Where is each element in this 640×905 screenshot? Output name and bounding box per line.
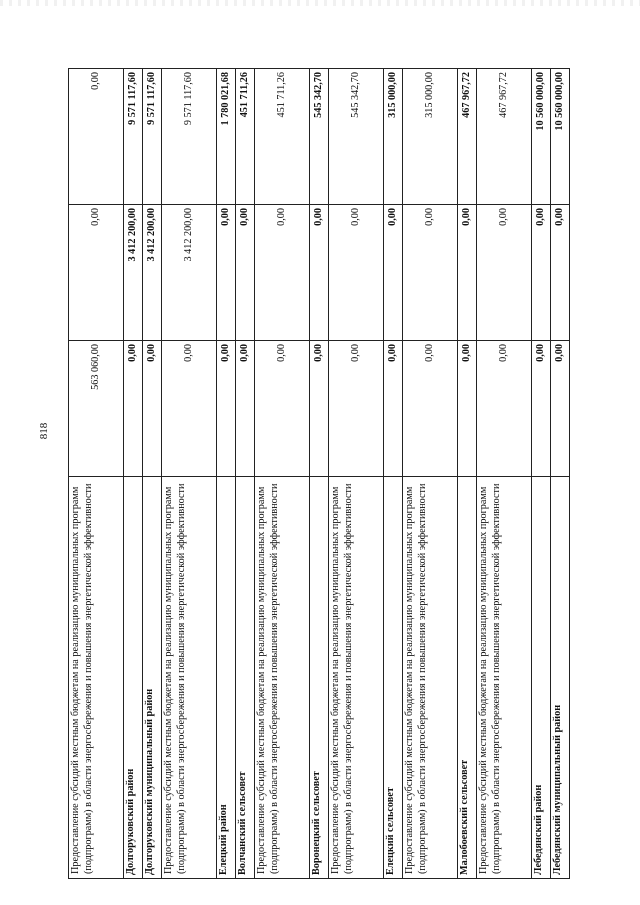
rotated-page-content bbox=[68, 69, 565, 879]
scan-edge-noise bbox=[0, 0, 640, 6]
row-name: Елецкий сельсовет bbox=[384, 477, 403, 879]
row-value-2: 0,00 bbox=[329, 205, 384, 341]
table-row bbox=[236, 69, 255, 879]
row-value-1: 0,00 bbox=[124, 341, 143, 477]
row-value-1: 0,00 bbox=[384, 341, 403, 477]
row-name: Предоставление субсидий местным бюджетам на реализацию муниципальных программ (подпрограмм) в области энергосбережения и повышения энергетической эффективности bbox=[162, 477, 217, 879]
row-value-3: 0,00 bbox=[69, 69, 124, 205]
row-name: Волчанский сельсовет bbox=[236, 477, 255, 879]
row-value-1: 0,00 bbox=[217, 341, 236, 477]
row-value-2: 0,00 bbox=[255, 205, 310, 341]
row-value-2: 0,00 bbox=[384, 205, 403, 341]
row-value-3: 545 342,70 bbox=[329, 69, 384, 205]
row-value-2: 0,00 bbox=[458, 205, 477, 341]
row-value-1: 0,00 bbox=[162, 341, 217, 477]
row-name: Малобоевский сельсовет bbox=[458, 477, 477, 879]
table-row bbox=[217, 69, 236, 879]
row-value-1: 0,00 bbox=[458, 341, 477, 477]
table-row bbox=[143, 69, 162, 879]
row-value-1: 0,00 bbox=[255, 341, 310, 477]
row-value-2: 3 412 200,00 bbox=[124, 205, 143, 341]
row-value-3: 451 711,26 bbox=[255, 69, 310, 205]
table-row bbox=[255, 69, 310, 879]
budget-table-body bbox=[69, 69, 570, 879]
table-row bbox=[403, 69, 458, 879]
row-value-1: 0,00 bbox=[532, 341, 551, 477]
row-name: Предоставление субсидий местным бюджетам на реализацию муниципальных программ (подпрограмм) в области энергосбережения и повышения энергетической эффективности bbox=[329, 477, 384, 879]
table-row bbox=[329, 69, 384, 879]
row-value-3: 467 967,72 bbox=[458, 69, 477, 205]
row-name: Предоставление субсидий местным бюджетам на реализацию муниципальных программ (подпрограмм) в области энергосбережения и повышения энергетической эффективности bbox=[255, 477, 310, 879]
row-value-1: 0,00 bbox=[143, 341, 162, 477]
row-value-2: 0,00 bbox=[551, 205, 570, 341]
table-row bbox=[69, 69, 124, 879]
row-value-2: 0,00 bbox=[217, 205, 236, 341]
row-value-3: 10 560 000,00 bbox=[532, 69, 551, 205]
row-value-2: 0,00 bbox=[532, 205, 551, 341]
row-value-3: 9 571 117,60 bbox=[124, 69, 143, 205]
page-number: 818 bbox=[38, 422, 50, 440]
table-row bbox=[162, 69, 217, 879]
row-name: Предоставление субсидий местным бюджетам на реализацию муниципальных программ (подпрограмм) в области энергосбережения и повышения энергетической эффективности bbox=[403, 477, 458, 879]
row-value-1: 0,00 bbox=[403, 341, 458, 477]
table-row bbox=[458, 69, 477, 879]
row-value-3: 315 000,00 bbox=[384, 69, 403, 205]
row-value-3: 315 000,00 bbox=[403, 69, 458, 205]
table-row bbox=[532, 69, 551, 879]
row-value-1: 0,00 bbox=[310, 341, 329, 477]
row-value-3: 10 560 000,00 bbox=[551, 69, 570, 205]
row-name: Предоставление субсидий местным бюджетам на реализацию муниципальных программ (подпрограмм) в области энергосбережения и повышения энергетической эффективности bbox=[477, 477, 532, 879]
table-row bbox=[551, 69, 570, 879]
row-value-2: 0,00 bbox=[236, 205, 255, 341]
row-value-3: 9 571 117,60 bbox=[143, 69, 162, 205]
row-value-2: 3 412 200,00 bbox=[162, 205, 217, 341]
row-value-2: 0,00 bbox=[310, 205, 329, 341]
row-value-1: 0,00 bbox=[551, 341, 570, 477]
row-name: Предоставление субсидий местным бюджетам на реализацию муниципальных программ (подпрограмм) в области энергосбережения и повышения энергетической эффективности bbox=[69, 477, 124, 879]
row-name: Долгоруковский муниципальный район bbox=[143, 477, 162, 879]
row-value-3: 545 342,70 bbox=[310, 69, 329, 205]
row-value-2: 0,00 bbox=[69, 205, 124, 341]
table-row bbox=[124, 69, 143, 879]
table-row bbox=[384, 69, 403, 879]
row-name: Воронецкий сельсовет bbox=[310, 477, 329, 879]
row-name: Лебедянский район bbox=[532, 477, 551, 879]
row-name: Елецкий район bbox=[217, 477, 236, 879]
table-row bbox=[310, 69, 329, 879]
row-name: Долгоруковский район bbox=[124, 477, 143, 879]
row-value-1: 0,00 bbox=[236, 341, 255, 477]
row-name: Лебедянский муниципальный район bbox=[551, 477, 570, 879]
row-value-3: 451 711,26 bbox=[236, 69, 255, 205]
row-value-1: 0,00 bbox=[477, 341, 532, 477]
table-row bbox=[477, 69, 532, 879]
row-value-1: 563 060,00 bbox=[69, 341, 124, 477]
budget-table bbox=[68, 68, 570, 879]
row-value-2: 0,00 bbox=[403, 205, 458, 341]
row-value-2: 0,00 bbox=[477, 205, 532, 341]
row-value-2: 3 412 200,00 bbox=[143, 205, 162, 341]
row-value-3: 467 967,72 bbox=[477, 69, 532, 205]
row-value-3: 1 780 021,68 bbox=[217, 69, 236, 205]
row-value-1: 0,00 bbox=[329, 341, 384, 477]
row-value-3: 9 571 117,60 bbox=[162, 69, 217, 205]
